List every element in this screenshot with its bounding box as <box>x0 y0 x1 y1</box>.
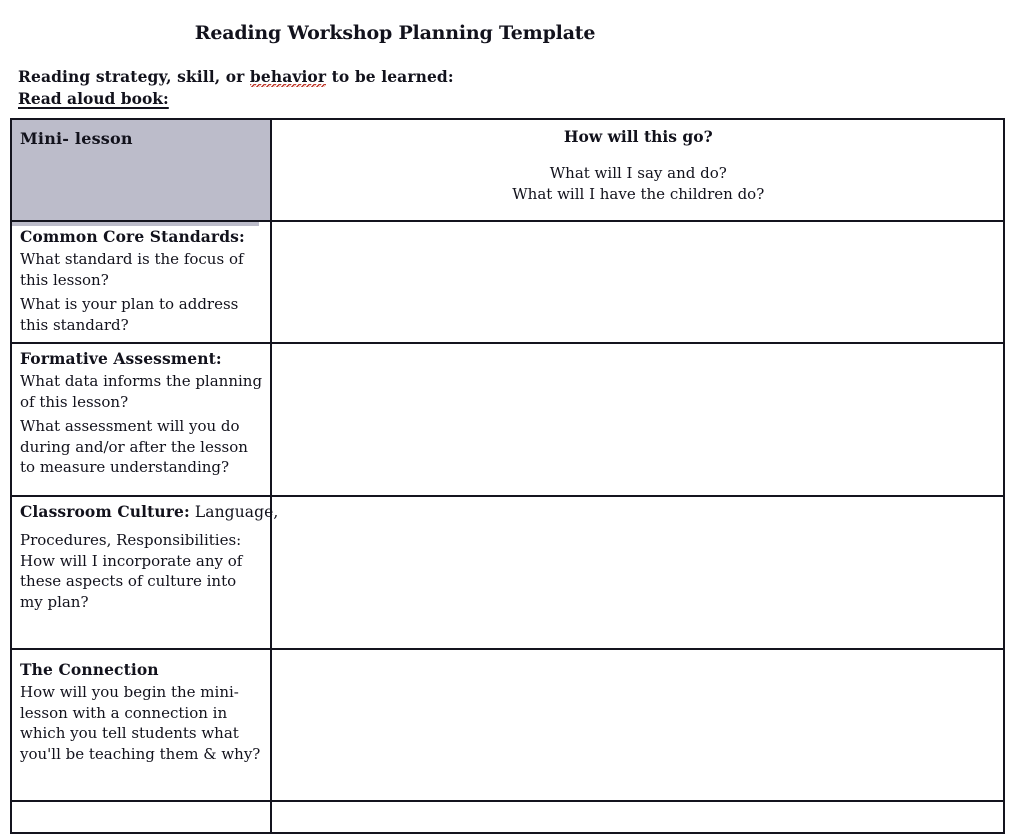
header-cell-how-will-this-go <box>271 119 1004 221</box>
header-question-say-and-do: What will I say and do? <box>549 164 727 182</box>
prompt-block <box>0 44 1024 109</box>
table-row <box>11 801 1004 833</box>
response-text[interactable] <box>272 650 1003 662</box>
prompt-line-strategy <box>18 66 1024 87</box>
section-title <box>20 349 264 369</box>
table-row <box>11 221 1004 343</box>
mini-lesson-label: Mini- lesson <box>20 129 133 148</box>
section-question: What data informs the planning of this lesson? <box>20 372 263 411</box>
section-title <box>20 660 264 680</box>
section-title-text: Common Core Standards: <box>20 227 245 246</box>
prompt-line-read-aloud-book: Read aloud book: <box>18 89 169 108</box>
section-title-text: Formative Assessment: <box>20 349 222 368</box>
prompt-cell-formative-assessment <box>11 343 271 496</box>
section-title-tail: Language, <box>189 503 279 521</box>
prompt-text-after: to be learned: <box>326 67 454 86</box>
prompt-text-before: Reading strategy, skill, or <box>18 67 250 86</box>
table-row <box>11 496 1004 649</box>
section-title <box>20 227 264 247</box>
prompt-cell-next-section <box>11 801 271 833</box>
section-title-text: The Connection <box>20 660 159 679</box>
response-cell-common-core-standards[interactable] <box>271 221 1004 343</box>
response-text[interactable] <box>272 222 1003 234</box>
page-title: Reading Workshop Planning Template <box>194 22 596 44</box>
header-question-children-do: What will I have the children do? <box>512 185 765 203</box>
header-question-main: How will this go? <box>563 127 713 146</box>
section-title <box>20 502 279 522</box>
response-text[interactable] <box>272 344 1003 356</box>
response-text[interactable] <box>272 802 1003 814</box>
response-cell-the-connection[interactable] <box>271 649 1004 801</box>
section-body <box>20 682 264 764</box>
response-cell-formative-assessment[interactable] <box>271 343 1004 496</box>
table-header-row <box>11 119 1004 221</box>
planning-table <box>10 118 1005 834</box>
table-row <box>11 343 1004 496</box>
header-cell-mini-lesson <box>11 119 271 221</box>
prompt-cell-the-connection <box>11 649 271 801</box>
section-title-text: Classroom Culture: <box>20 502 190 521</box>
section-question: Procedures, Responsibilities: How will I incorporate any of these aspects of culture into my plan? <box>20 531 243 611</box>
section-question: What assessment will you do during and/or after the lesson to measure understanding? <box>20 417 248 476</box>
response-cell-classroom-culture[interactable] <box>271 496 1004 649</box>
section-body <box>20 530 264 612</box>
prompt-cell-classroom-culture <box>11 496 279 649</box>
prompt-cell-common-core-standards <box>11 221 271 343</box>
section-body <box>20 371 264 478</box>
section-question: How will you begin the mini-lesson with a connection in which you tell students what you'll be teaching them & why? <box>20 683 261 763</box>
misspelled-word-behavior: behavior <box>250 67 326 89</box>
section-question: What is your plan to address this standard? <box>20 295 239 334</box>
section-body <box>20 249 264 335</box>
section-question: What standard is the focus of this lesson? <box>20 250 244 289</box>
response-cell-next-section[interactable] <box>271 801 1004 833</box>
table-row <box>11 649 1004 801</box>
section-title <box>12 802 270 814</box>
response-text[interactable] <box>272 497 1003 509</box>
